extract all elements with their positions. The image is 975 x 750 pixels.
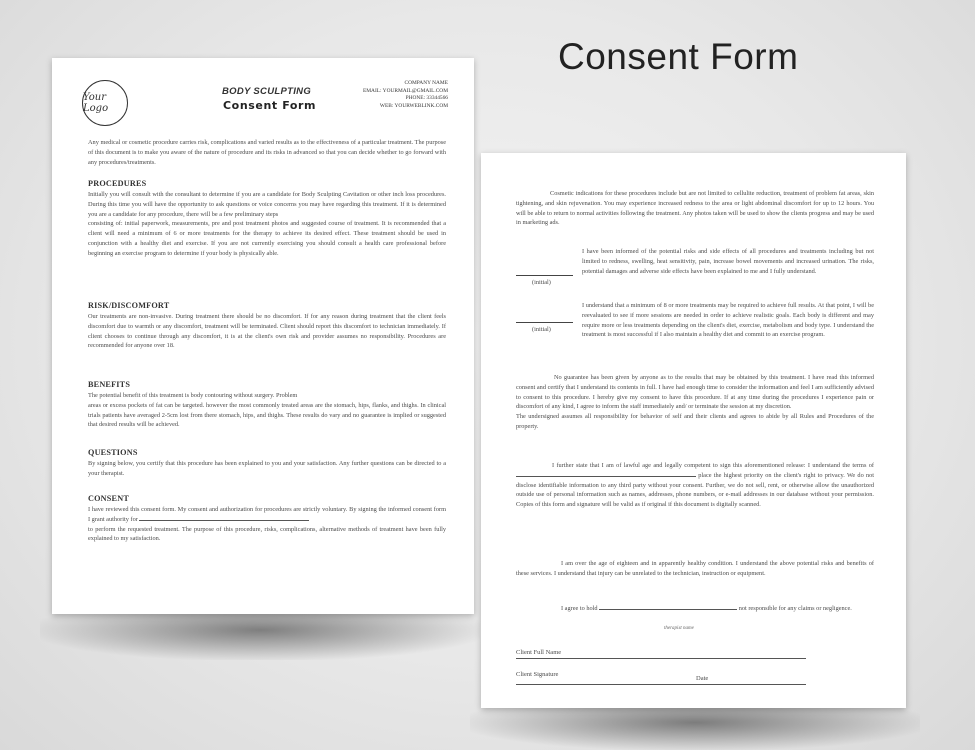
consent-section [88, 494, 446, 544]
initial-line-1[interactable] [516, 275, 573, 276]
questions-heading: QUESTIONS [88, 448, 138, 457]
date-label: Date [696, 675, 709, 682]
consent-heading: CONSENT [88, 494, 129, 503]
company-info [363, 80, 448, 110]
terms-blank[interactable] [516, 471, 696, 477]
logo-text: Your Logo [83, 92, 109, 114]
therapist-name-caption: therapist name [664, 626, 694, 631]
hold-text [516, 604, 874, 614]
age-section [516, 559, 874, 579]
consent-form-page-2 [481, 153, 906, 708]
initial-label-2: (initial) [532, 326, 551, 333]
cosmetic-text: Cosmetic indications for these procedures include but are not limited to cellulite reduction, treatment of problem fat areas, skin tightening, and skin rejuvenation. You may experience increased redness to the area or light abdominal discomfort for up to 12 hours. You will be able to return to normal activities following the treatment. Any photos taken will be used to show the clients progress and may be used in marketing ads. [516, 190, 874, 227]
benefits-text: The potential benefit of this treatment is body contouring without surgery. Problem [88, 392, 298, 399]
hold-text-a: I agree to hold [561, 605, 598, 612]
benefits-text-2: areas or excess pockets of fat can be targeted. however the most commonly treated areas are the stomach, hips, flanks, and thighs. In clinical trials patients have averaged 2-5cm lost from there stomach, hips, and thighs. These results do vary and no guarantee is implied or suggested that desired results will be achieved. [88, 401, 446, 429]
procedures-text-2: consisting of: initial paperwork, measurements, pre and post treatment photos and suggested course of treatment. It is recommended that a client will need a minimum of 6 or more treatments for the therapy to achieve its desired effect. These treatment should be used in conjunction with a healthy diet and exercise. If you are not currently exercising you should consult a health care professional before beginning an exercise program to determine if your body is physically able. [88, 220, 446, 257]
client-full-name-field[interactable] [516, 649, 806, 659]
consent-form-page-1 [52, 58, 474, 614]
lawful-text [516, 461, 874, 510]
initial-row-1 [516, 247, 876, 292]
risk-text: Our treatments are non-invasive. During treatment there should be no discomfort. If for any reason during treatment that the client feels discomfort due to warmth or any discomfort, treatment will be terminated. Client should report this discomfort to technician immediately. If client chooses to continue through any discomfort, it is at the client's own risk and provider assumes no responsibility. Procedures are recommended for anyone over 18. [88, 313, 446, 350]
intro-section [88, 138, 446, 167]
initial-text-1: I have been informed of the potential risks and side effects of all procedures and treatments including but not limited to redness, swelling, heat sensitivity, pain, increase bowel movements and increased urination. The risks, potential damages and adverse side effects have been explained to me and I fully understand. [582, 248, 874, 275]
lawful-text-a: I further state that I am of lawful age and legally competent to sign this aforementioned release: I understand the terms of [552, 462, 874, 469]
procedures-section [88, 179, 446, 259]
company-name: COMPANY NAME [404, 80, 448, 86]
procedures-heading: PROCEDURES [88, 179, 147, 188]
age-text: I am over the age of eighteen and in apparently healthy condition. I understand the above potential risks and benefits of these services. I understand that injury can be unrelated to the technician, instruction or equipment. [516, 560, 874, 577]
client-signature-field[interactable] [516, 671, 806, 685]
hold-section [516, 604, 874, 614]
company-web: WEB: YOURWEBLINK.COM [379, 102, 448, 109]
consent-text-2: to perform the requested treatment. The purpose of this procedure, risks, complications, alternative methods of treatment have been fully explained to my satisfaction. [88, 525, 446, 543]
initial-line-2[interactable] [516, 322, 573, 323]
benefits-section [88, 380, 446, 430]
guarantee-section [516, 373, 874, 432]
form-title: Consent Form [223, 99, 317, 112]
lawful-text-b: place the highest priority on the client's right to privacy. We do not disclose identifiable information to any third party without your consent. Further, we do not sell, rent, or otherwise allow the unauthorized outside use of personal information such as names, addresses, phone numbers, or e-mail addresses in our database without your permission. Copies of this form and signature will be valid as if original if this document is digitally scanned. [516, 471, 875, 509]
preview-heading: Consent Form [558, 36, 799, 77]
guarantee-text: No guarantee has been given by anyone as to the results that may be obtained by this treatment. I have read this informed consent and certify that I understand its contents in full. I have had enough time to consider the information and feel I am sufficiently advised to consent to this procedure. I hereby give my consent to have this procedure. If at any time during the procedures I experience pain or discomfort of any kind, I agree to inform the staff immediately and/ or terminate the session at my discretion. [516, 374, 874, 411]
procedures-text: Initially you will consult with the consultant to determine if you are a candidate for Body Sculpting Cavitation or other inch loss procedures. During this time you will have the opportunity to ask questions or voice concerns you may have regarding this treatment. If it is determined you are a candidate for any procedure, there will be a few preliminary steps [88, 191, 446, 218]
questions-section [88, 448, 446, 479]
initial-text-2: I understand that a minimum of 8 or more treatments may be required to achieve full results. At that point, I will be reevaluated to see if more sessions are needed in order to achieve realistic goals. Each body is different and may require more or less treatments depending on the client's diet, exercise, metabolism and body type. I understand the treatment is most successful if I also maintain a healthy diet and commit to an exercise program. [582, 302, 874, 339]
client-signature-label: Client Signature [516, 671, 559, 678]
form-subtitle: BODY SCULPTING [222, 86, 312, 97]
benefits-heading: BENEFITS [88, 380, 131, 389]
company-email: EMAIL: YOURMAIL@GMAIL.COM [362, 87, 448, 94]
undersigned-text: The undersigned assumes all responsibility for behavior of self and their clients and agrees to abide by all Rules and Procedures of the property. [516, 413, 874, 430]
cosmetic-section [516, 189, 874, 228]
questions-text: By signing below, you certify that this procedure has been explained to you and your satisfaction. Any further questions can be directed to a your therapist. [88, 460, 446, 477]
risk-heading: RISK/DISCOMFORT [88, 301, 170, 310]
lawful-section [516, 461, 874, 510]
logo-badge [82, 80, 128, 126]
provider-blank[interactable] [139, 515, 309, 521]
initial-label-1: (initial) [532, 279, 551, 286]
risk-section [88, 301, 446, 351]
intro-text: Any medical or cosmetic procedure carries risk, complications and varied results as to the effectiveness of a particular treatment. The purpose of this document is to make you aware of the nature of procedure and its risks in advanced so that you can decide whether to go forward with any procedures/treatments. [88, 139, 446, 166]
company-phone: PHONE: 33344566 [405, 95, 448, 102]
hold-text-b: not responsible for any claims or negligence. [738, 605, 852, 612]
initial-row-2 [516, 301, 876, 371]
therapist-name-blank[interactable] [599, 604, 737, 610]
consent-text [88, 505, 446, 525]
consent-text-a: I have reviewed this consent form. My consent and authorization for procedures are strictly voluntary. By signing the informed consent form I grant authority for [88, 506, 446, 523]
client-full-name-label: Client Full Name [516, 649, 562, 656]
